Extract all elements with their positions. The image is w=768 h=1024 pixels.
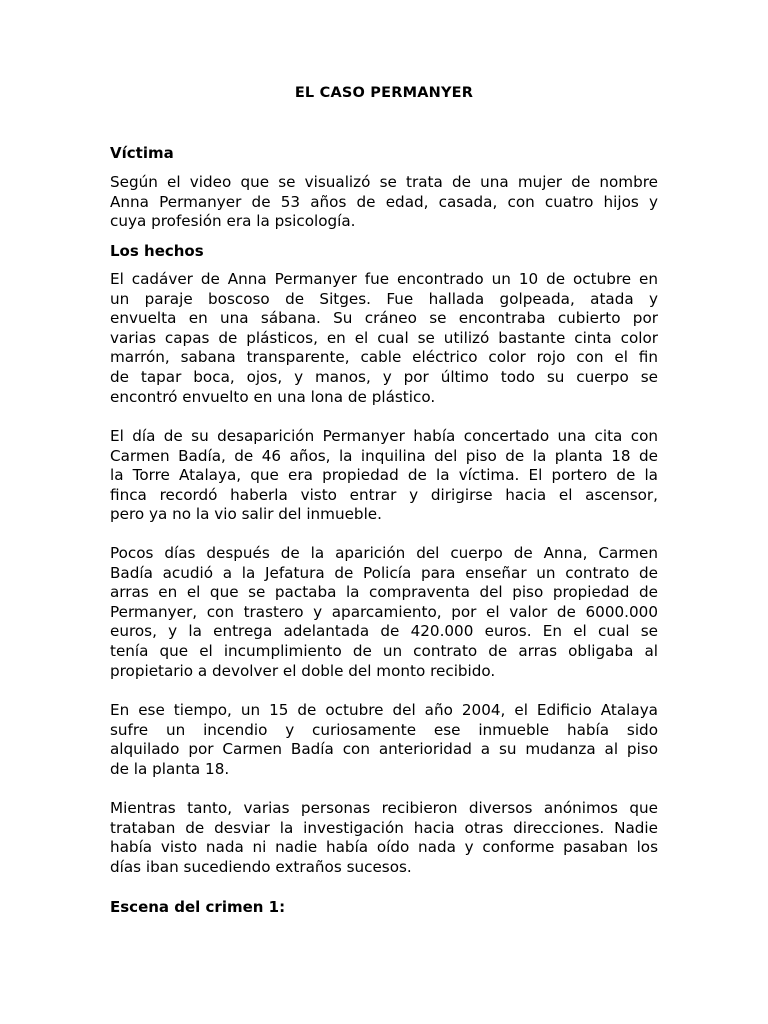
text-line: envuelta en una sábana. Su cráneo se encontraba cubierto por bbox=[110, 309, 658, 328]
paragraph-hechos-2 bbox=[110, 427, 658, 525]
text-line: la Torre Atalaya, que era propiedad de la víctima. El portero de la bbox=[110, 466, 658, 485]
paragraph-hechos-4 bbox=[110, 701, 658, 779]
paragraph-hechos-3 bbox=[110, 544, 658, 681]
text-line: Pocos días después de la aparición del cuerpo de Anna, Carmen bbox=[110, 544, 658, 562]
text-line: finca recordó haberla visto entrar y dirigirse hacia el ascensor, bbox=[110, 485, 658, 504]
text-line: pero ya no la vio salir del inmueble. bbox=[110, 505, 382, 524]
paragraph-hechos-1 bbox=[110, 270, 658, 407]
text-line: arras en el que se pactaba la compraventa del piso propiedad de bbox=[110, 583, 658, 602]
text-line: alquilado por Carmen Badía con anterioridad a su mudanza al piso bbox=[110, 740, 658, 759]
text-line: Según el video que se visualizó se trata de una mujer de nombre bbox=[110, 173, 658, 191]
text-line: Mientras tanto, varias personas recibieron diversos anónimos que bbox=[110, 799, 658, 817]
text-line: días iban sucediendo extraños sucesos. bbox=[110, 857, 412, 876]
text-line: Carmen Badía, de 46 años, la inquilina del piso de la planta 18 de bbox=[110, 446, 658, 465]
text-line: Badía acudió a la Jefatura de Policía para enseñar un contrato de bbox=[110, 563, 658, 582]
text-line: marrón, sabana transparente, cable eléctrico color rojo con el fin bbox=[110, 348, 658, 367]
text-line: varias capas de plásticos, en el cual se utilizó bastante cinta color bbox=[110, 328, 658, 347]
text-line: En ese tiempo, un 15 de octubre del año 2004, el Edificio Atalaya bbox=[110, 701, 658, 719]
text-line: sufre un incendio y curiosamente ese inmueble había sido bbox=[110, 720, 658, 739]
paragraph-hechos-5 bbox=[110, 799, 658, 877]
text-line: Permanyer, con trastero y aparcamiento, por el valor de 6000.000 bbox=[110, 602, 658, 621]
text-line: tenía que el incumplimiento de un contrato de arras obligaba al bbox=[110, 641, 658, 660]
text-line: El cadáver de Anna Permanyer fue encontrado un 10 de octubre en bbox=[110, 270, 658, 288]
text-line: de la planta 18. bbox=[110, 759, 230, 778]
text-line: euros, y la entrega adelantada de 420.000 euros. En el cual se bbox=[110, 622, 658, 641]
section-heading-los-hechos: Los hechos bbox=[110, 242, 204, 260]
section-heading-victima: Víctima bbox=[110, 144, 174, 162]
section-heading-escena-del-crimen: Escena del crimen 1: bbox=[110, 898, 286, 916]
text-line: había visto nada ni nadie había oído nada y conforme pasaban los bbox=[110, 838, 658, 857]
paragraph-victima bbox=[110, 173, 658, 232]
text-line: un paraje boscoso de Sitges. Fue hallada golpeada, atada y bbox=[110, 289, 658, 308]
text-line: encontró envuelto en una lona de plástico. bbox=[110, 387, 436, 406]
text-line: trataban de desviar la investigación hacia otras direcciones. Nadie bbox=[110, 818, 658, 837]
text-line: cuya profesión era la psicología. bbox=[110, 212, 356, 231]
text-line: de tapar boca, ojos, y manos, y por último todo su cuerpo se bbox=[110, 367, 658, 386]
text-line: Anna Permanyer de 53 años de edad, casada, con cuatro hijos y bbox=[110, 192, 658, 211]
text-line: El día de su desaparición Permanyer había concertado una cita con bbox=[110, 427, 658, 445]
text-line: propietario a devolver el doble del monto recibido. bbox=[110, 661, 496, 680]
document-title: EL CASO PERMANYER bbox=[294, 85, 474, 101]
